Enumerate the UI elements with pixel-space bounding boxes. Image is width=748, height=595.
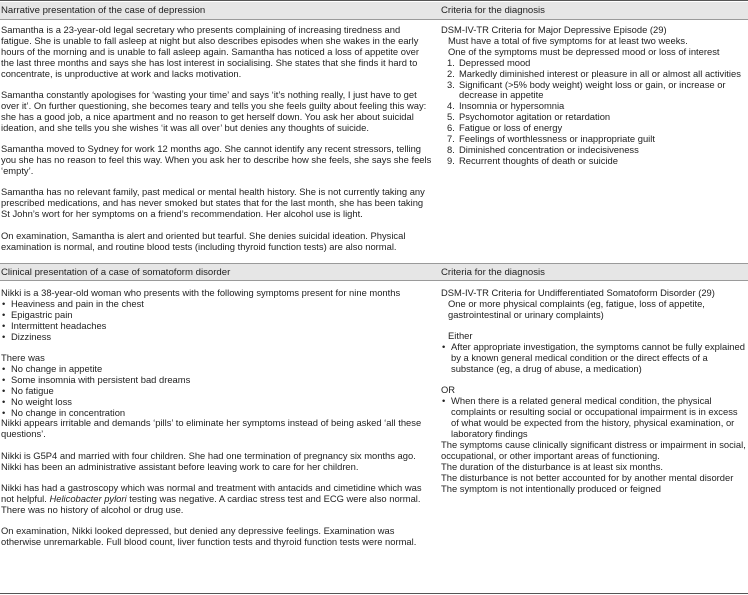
criteria-line: The symptom is not intentionally produced or feigned <box>441 482 661 494</box>
criteria-title: DSM-IV-TR Criteria for Major Depressive Episode (29) <box>441 24 667 35</box>
somatoform-case <box>1 288 433 548</box>
list-item: • Heaviness and pain in the chest <box>1 299 433 310</box>
negative-findings-list <box>1 364 433 419</box>
header-depression-right: Criteria for the diagnosis <box>441 5 545 16</box>
top-rule <box>0 0 748 1</box>
organism-name: Helicobacter pylori <box>49 493 127 504</box>
criteria-list <box>441 58 746 167</box>
criteria-item: 7. Feelings of worthlessness or inappropriate guilt <box>447 133 655 145</box>
list-item: • Dizziness <box>1 332 433 343</box>
somatoform-criteria <box>441 288 746 494</box>
case-paragraph: Nikki appears irritable and demands ‘pills’ to eliminate her symptoms instead of being asked ‘all these questions’. <box>1 417 422 440</box>
criteria-line: The duration of the disturbance is at least six months. <box>441 460 663 472</box>
criteria-line: The symptoms cause clinically significant distress or impairment in social, occupational, or other important areas of functioning. <box>441 438 746 461</box>
either-list <box>441 342 746 375</box>
or-label: OR <box>441 384 456 396</box>
narrative-paragraph: Samantha moved to Sydney for work 12 months ago. She cannot identify any recent stressors, telling you she has no reason to feel this way. When you ask her to describe how she feels, she says she feels ‘empty’. <box>1 143 432 176</box>
there-was-label: There was <box>1 352 45 364</box>
criteria-intro: Must have a total of five symptoms for at least two weeks. <box>448 34 688 46</box>
criteria-item: 3. Significant (>5% body weight) weight loss or gain, or increase or decrease in appetite <box>447 78 726 101</box>
header-rule-2 <box>0 280 748 281</box>
header-depression-left: Narrative presentation of the case of depression <box>1 5 206 16</box>
criteria-intro: One of the symptoms must be depressed mood or loss of interest <box>448 45 720 57</box>
list-item: • No weight loss <box>1 397 433 408</box>
criteria-item: 8. Diminished concentration or indecisiveness <box>447 143 639 155</box>
header-somatoform-right: Criteria for the diagnosis <box>441 267 545 278</box>
narrative-paragraph: Samantha has no relevant family, past medical or mental health history. She is not currently taking any prescribed medications, and has never smoked but states that for the last month, she has been taking St John’s wort for her symptoms on a friend’s recommendation. Her alcohol use is light. <box>1 186 425 220</box>
criteria-item: 5. Psychomotor agitation or retardation <box>447 111 611 123</box>
depression-narrative <box>1 25 433 252</box>
list-item: • After appropriate investigation, the symptoms cannot be fully explained by a known general medical condition or the direct effects of a substance (eg, a drug of abuse, a medication) <box>441 342 746 375</box>
list-item: • Epigastric pain <box>1 310 433 321</box>
criteria-item: 4. Insomnia or hypersomnia <box>447 100 565 112</box>
criteria-line: The disturbance is not better accounted for by another mental disorder <box>441 471 734 483</box>
criteria-intro: One or more physical complaints (eg, fatigue, loss of appetite, gastrointestinal or urinary complaints) <box>448 297 705 320</box>
criteria-title: DSM-IV-TR Criteria for Undifferentiated Somatoform Disorder (29) <box>441 287 715 298</box>
criteria-item: 9. Recurrent thoughts of death or suicide <box>447 154 618 166</box>
case-paragraph: Nikki has had a gastroscopy which was normal and treatment with antacids and cimetidine which was not helpful. Helicobacter pylori testing was negative. A cardiac stress test and ECG were also normal. There was no history of alcohol or drug use. <box>1 482 422 515</box>
list-item: • No fatigue <box>1 386 433 397</box>
list-item: • When there is a related general medical condition, the physical complaints or resulting social or occupational impairment is in excess of what would be expected from the history, physical examination, or laboratory findings <box>441 396 746 440</box>
header-rule-1 <box>0 19 748 20</box>
narrative-paragraph: Samantha constantly apologises for ‘wasting your time’ and says ‘it’s nothing really, I just have to get over it’. On further questioning, she becomes teary and tells you she feels guilty about feeling this way: she has a good job, a nice apartment and no reason to get herself down. You ask her about suicidal ideation, and she tells you she wishes ‘it was all over’ but denies any thoughts of suicide. <box>1 89 427 133</box>
list-item: • Intermittent headaches <box>1 321 433 332</box>
case-paragraph: On examination, Nikki looked depressed, but denied any depressive feelings. Examination was otherwise unremarkable. Full blood count, liver function tests and thyroid function tests were normal. <box>1 525 417 548</box>
bottom-rule <box>0 593 748 594</box>
case-intro: Nikki is a 38-year-old woman who presents with the following symptoms present for nine months <box>1 287 401 298</box>
either-label: Either <box>448 330 473 342</box>
symptom-list <box>1 299 433 343</box>
depression-criteria <box>441 25 746 167</box>
criteria-item: 6. Fatigue or loss of energy <box>447 122 563 134</box>
list-item: • No change in concentration <box>1 408 433 419</box>
narrative-paragraph: On examination, Samantha is alert and oriented but tearful. She denies suicidal ideation. Physical examination is normal, and routine blood tests (including thyroid function tests) are also normal. <box>1 229 406 252</box>
case-paragraph: Nikki is G5P4 and married with four children. She had one termination of pregnancy six months ago. Nikki has been an administrative assistant before leaving work to care for her children. <box>1 449 416 472</box>
list-item: • Some insomnia with persistent bad dreams <box>1 375 433 386</box>
narrative-paragraph: Samantha is a 23-year-old legal secretary who presents complaining of increasing tiredness and fatigue. She is unable to fall asleep at night but also describes episodes when she wakes in the early hours of the morning and is unable to fall asleep again. Samantha has noticed a loss of appetite over the last three months and says she has lost interest in socialising. She states that she finds it hard to concentrate, is unproductive at work and lacks motivation. <box>1 24 419 79</box>
or-list <box>441 396 746 440</box>
header-somatoform-left: Clinical presentation of a case of somatoform disorder <box>1 267 231 278</box>
list-item: • No change in appetite <box>1 364 433 375</box>
criteria-item: 2. Markedly diminished interest or pleasure in all or almost all activities <box>447 67 741 79</box>
criteria-item: 1. Depressed mood <box>447 56 531 68</box>
